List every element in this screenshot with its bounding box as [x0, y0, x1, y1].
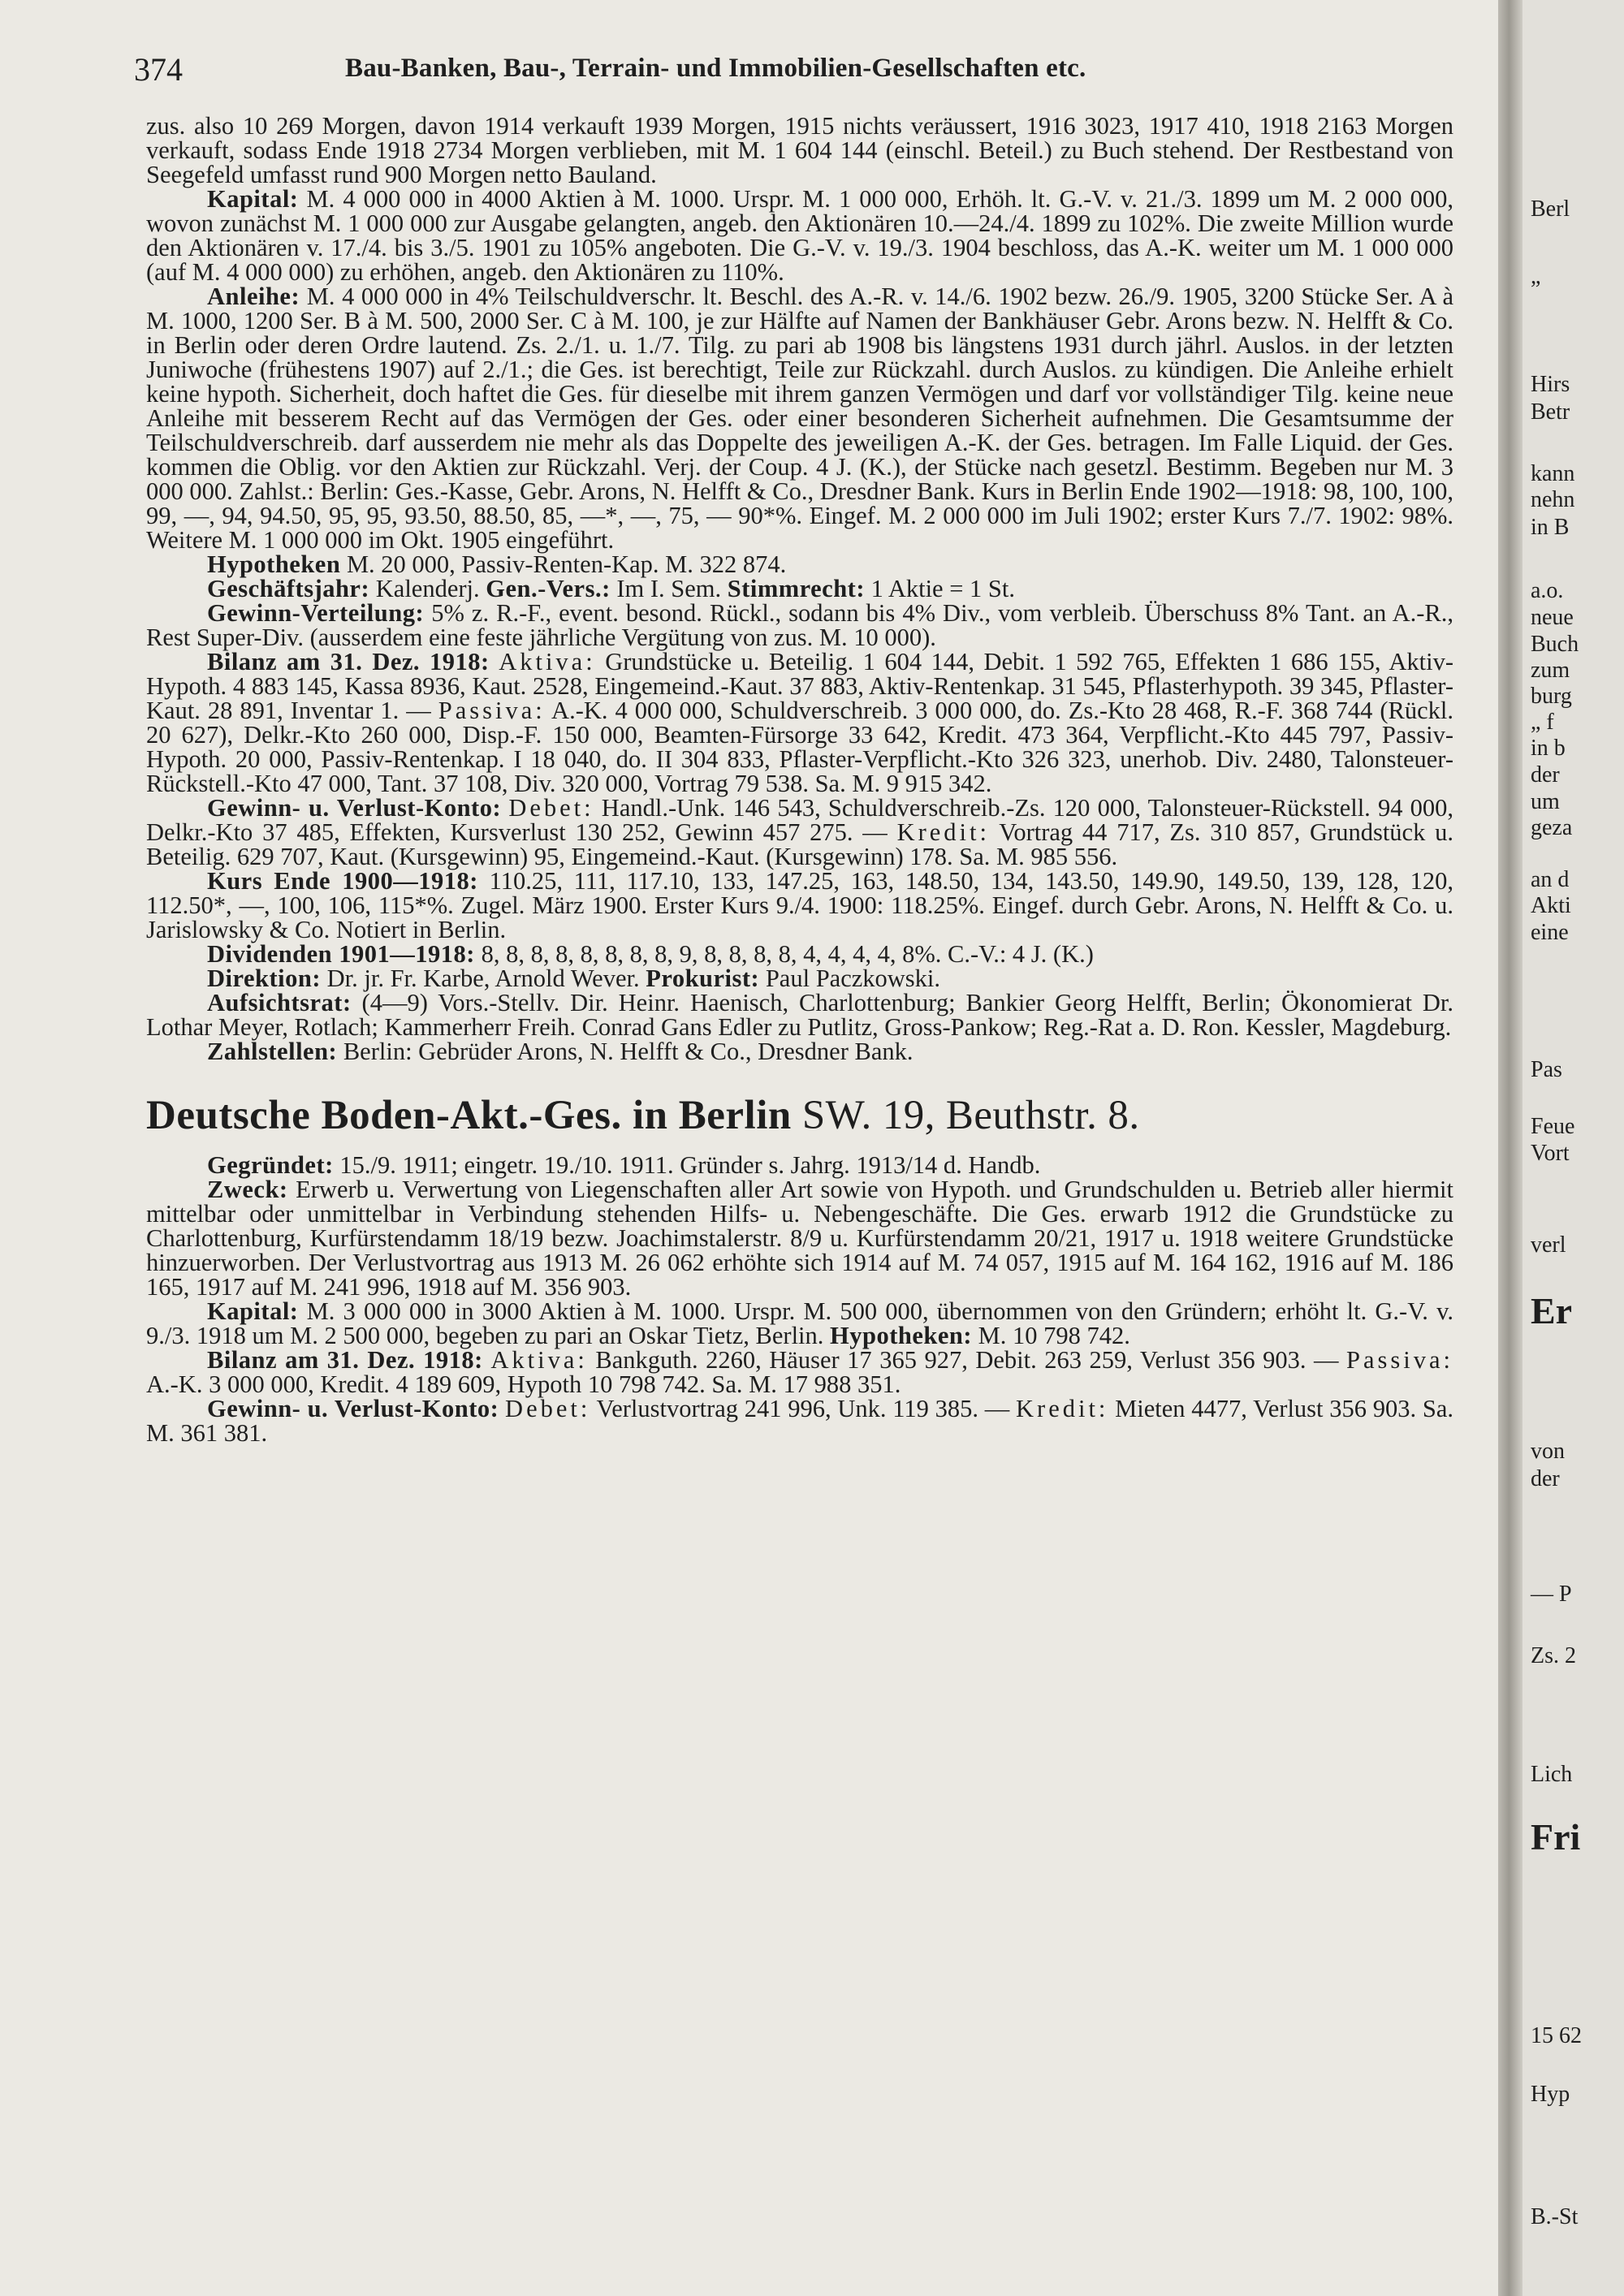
entry1-direktion-paragraph [146, 966, 1453, 990]
right-fragment: burg [1531, 684, 1572, 709]
right-fragment: neue [1531, 605, 1574, 630]
right-fragment: „ f [1531, 710, 1554, 735]
right-fragment: Hyp [1531, 2082, 1570, 2107]
right-fragment: Er [1531, 1290, 1573, 1331]
entry2-guv-paragraph [146, 1396, 1453, 1445]
right-fragment: Berl [1531, 196, 1570, 222]
entry2-kapital-label: Kapital: [207, 1297, 299, 1325]
right-fragment: — P [1531, 1582, 1572, 1607]
running-title: Bau-Banken, Bau-, Terrain- und Immobilien-Gesellschaften etc. [345, 54, 1086, 83]
right-fragment: verl [1531, 1232, 1566, 1258]
entry1-geschaeftsjahr-paragraph [146, 576, 1453, 601]
entry1-intro-paragraph [146, 114, 1453, 187]
entry1-guv-paragraph [146, 796, 1453, 869]
entry1-zahlstellen-label: Zahlstellen: [207, 1038, 338, 1065]
entry1-direktion-label: Direktion: [207, 965, 321, 992]
right-fragment: in b [1531, 736, 1566, 761]
entry1-anleihe-label: Anleihe: [207, 283, 300, 310]
right-fragment: nehn [1531, 487, 1575, 512]
right-fragment: Lich [1531, 1762, 1573, 1787]
book-gutter [1498, 0, 1522, 2296]
entry2-bilanz-passiva: A.-K. 3 000 000, Kredit. 4 189 609, Hypoth 10 798 742. Sa. M. 17 988 351. [146, 1370, 901, 1398]
entry1-dividenden-text: 8, 8, 8, 8, 8, 8, 8, 8, 9, 8, 8, 8, 8, 4, 4, 4, 4, 8%. C.-V.: 4 J. (K.) [474, 940, 1094, 968]
entry1-guv-debet: Handl.-Unk. 146 543, Schuldverschreib.-Zs. 120 000, Talonsteuer-Rückstell. 94 000, Delkr.-Kto 37 485, Effekten, Kursverlust 130 252, Gewinn 457 275. — [146, 794, 1454, 846]
entry1-aufsichtsrat-text: (4—9) Vors.-Stellv. Dir. Heinr. Haenisch, Charlottenburg; Bankier Georg Helfft, Berlin; Ökonomierat Dr. Lothar Meyer, Rotlach; Kammerherr Freih. Conrad Gans Edler zu Putlitz, Gross-Pankow; Reg.-Rat a. D. Ron. Kessler, Magdeburg. [146, 989, 1453, 1041]
entry1-debet-word: Debet: [508, 794, 594, 822]
entry2-bilanz-paragraph [146, 1348, 1453, 1396]
entry1-zahlstellen-text: Berlin: Gebrüder Arons, N. Helfft & Co., Dresdner Bank. [337, 1038, 914, 1065]
entry2-debet-word: Debet: [505, 1395, 591, 1422]
entry1-geschaeftsjahr-text: Kalenderj. [369, 575, 486, 602]
right-fragment: „ [1531, 264, 1541, 289]
right-fragment: Vort [1531, 1141, 1570, 1166]
entry1-kredit-word: Kredit: [896, 818, 990, 846]
entry1-hypotheken-paragraph [146, 552, 1453, 576]
entry1-guv-kredit: Vortrag 44 717, Zs. 310 857, Grundstück u. Beteilig. 629 707, Kaut. (Kursgewinn) 95, Eingemeind.-Kaut. (Kursgewinn) 178. Sa. M. 985 556. [146, 818, 1453, 870]
right-fragment: um [1531, 789, 1560, 814]
right-fragment: in B [1531, 515, 1570, 540]
entry1-gewinn-text: 5% z. R.-F., event. besond. Rückl., sodann bis 4% Div., vom verbleib. Überschuss 8% Tant. an A.-R., Rest Super-Div. (ausserdem eine feste jährliche Vergütung von zus. M. 10 000). [146, 599, 1453, 651]
entry2-hypotheken-label: Hypotheken: [830, 1322, 972, 1349]
entry2-guv-debet: Verlustvortrag 241 996, Unk. 119 385. — [590, 1395, 1017, 1422]
entry1-bilanz-aktiva: Grundstücke u. Beteilig. 1 604 144, Debit. 1 592 765, Effekten 1 686 155, Aktiv-Hypoth. 4 883 145, Kassa 8936, Kaut. 2528, Eingemeind.-Kaut. 37 883, Aktiv-Rentenkap. 31 545, Pflasterhypoth. 39 345, Pflaster-Kaut. 28 891, Inventar 1. — [146, 648, 1453, 724]
page-body [146, 114, 1453, 1445]
entry1-direktion-text: Dr. jr. Fr. Karbe, Arnold Wever. [321, 965, 646, 992]
entry2-zweck-label: Zweck: [207, 1176, 288, 1203]
company-address: SW. 19, Beuthstr. 8. [791, 1093, 1140, 1138]
entry1-anleihe-paragraph [146, 284, 1453, 552]
company-name: Deutsche Boden-Akt.-Ges. in Berlin [146, 1093, 792, 1138]
right-fragment: an d [1531, 867, 1570, 892]
right-fragment: Buch [1531, 632, 1579, 657]
entry1-kurs-label: Kurs Ende 1900—1918: [207, 867, 478, 895]
entry1-kapital-text: M. 4 000 000 in 4000 Aktien à M. 1000. Urspr. M. 1 000 000, Erhöh. lt. G.-V. v. 21./3. 1899 um M. 2 000 000, wovon zunächst M. 1 000 000 zur Ausgabe gelangten, angeb. den Aktionären 10.—24./4. 1899 zu 102%. Die zweite Million wurde den Aktionären v. 17./4. bis 3./5. 1901 zu 105% angeboten. Die G.-V. v. 19./3. 1904 beschloss, das A.-K. weiter um M. 1 000 000 (auf M. 4 000 000) zu erhöhen, angeb. den Aktionären zu 110%. [146, 185, 1453, 286]
right-fragment: Zs. 2 [1531, 1643, 1576, 1668]
entry2-hypotheken-text: M. 10 798 742. [972, 1322, 1130, 1349]
entry2-aktiva-word: Aktiva: [490, 1346, 588, 1374]
right-fragment: kann [1531, 461, 1575, 486]
right-fragment: 15 62 [1531, 2023, 1582, 2048]
entry1-hypotheken-label: Hypotheken [207, 550, 341, 578]
entry1-dividenden-label: Dividenden 1901—1918: [207, 940, 475, 968]
right-fragment: von [1531, 1439, 1565, 1464]
entry2-gegruendet-text: 15./9. 1911; eingetr. 19./10. 1911. Gründer s. Jahrg. 1913/14 d. Handb. [333, 1151, 1041, 1179]
entry2-guv-kredit: Mieten 4477, Verlust 356 903. Sa. M. 361 381. [146, 1395, 1454, 1447]
entry2-zweck-text: Erwerb u. Verwertung von Liegenschaften aller Art sowie von Hypoth. und Grundschulden u. Betrieb aller hiermit mittelbar oder unmittelbar in Verbindung stehenden Hilfs- u. Nebengeschäfte. Die Ges. erwarb 1912 die Grundstücke zu Charlottenburg, Kurfürstendamm 18/19 bezw. Joachimstalerstr. 8/9 u. Kurfürstendamm 20/21, 1917 u. 1918 weitere Grundstücke hinzuerworben. Der Verlustvortrag aus 1913 M. 26 062 erhöhte sich 1914 auf M. 74 057, 1915 auf M. 164 162, 1916 auf M. 186 165, 1917 auf M. 241 996, 1918 auf M. 356 903. [146, 1176, 1453, 1301]
right-fragment: der [1531, 762, 1560, 788]
entry2-kapital-paragraph [146, 1299, 1453, 1348]
entry1-geschaeftsjahr-label: Geschäftsjahr: [207, 575, 370, 602]
entry2-bilanz-aktiva: Bankguth. 2260, Häuser 17 365 927, Debit. 263 259, Verlust 356 903. — [587, 1346, 1347, 1374]
right-fragment: Hirs [1531, 372, 1570, 397]
entry2-guv-label: Gewinn- u. Verlust-Konto: [207, 1395, 499, 1422]
entry1-bilanz-paragraph [146, 650, 1453, 796]
right-fragment: Betr [1531, 399, 1570, 425]
entry1-gewinn-label: Gewinn-Verteilung: [207, 599, 425, 627]
right-fragment: Fri [1531, 1816, 1581, 1858]
entry1-anleihe-text: M. 4 000 000 in 4% Teilschuldverschr. lt. Beschl. des A.-R. v. 14./6. 1902 bezw. 26./9. 1905, 3200 Stücke Ser. A à M. 1000, 1200 Ser. B à M. 500, 2000 Ser. C à M. 100, je zur Hälfte auf Namen der Bankhäuser Gebr. Arons bezw. N. Helfft & Co. in Berlin oder deren Ordre lautend. Zs. 2./1. u. 1./7. Tilg. zu pari ab 1908 bis längstens 1931 durch jährl. Auslos. in der letzten Juniwoche (frühestens 1907) auf 2./1.; die Ges. ist berechtigt, Teile zur Rückzahl. durch Auslos. zu kündigen. Die Anleihe erhielt keine hypoth. Sicherheit, doch haftet die Ges. für dieselbe mit ihrem ganzen Vermögen und darf vor vollständiger Tilg. keine neue Anleihe mit besserem Recht auf das Vermögen der Ges. oder einer besonderen Sicherheit aufnehmen. Die Gesamtsumme der Teilschuldverschreib. darf ausserdem nie mehr als das Doppelte des jeweiligen A.-K. der Ges. betragen. Im Falle Liquid. der Ges. kommen die Oblig. vor den Aktien zur Rückzahl. Verj. der Coup. 4 J. (K.), der Stücke nach gesetzl. Bestimm. Begeben nur M. 3 000 000. Zahlst.: Berlin: Ges.-Kasse, Gebr. Arons, N. Helfft & Co., Dresdner Bank. Kurs in Berlin Ende 1902—1918: 98, 100, 100, 99, —, 94, 94.50, 95, 95, 93.50, 88.50, 85, —*, —, 75, — 90*%. Eingef. M. 2 000 000 im Juli 1902; erster Kurs 7./7. 1902: 98%. Weitere M. 1 000 000 im Okt. 1905 eingeführt. [146, 283, 1453, 554]
entry1-bilanz-passiva: A.-K. 4 000 000, Schuldverschreib. 3 000 000, do. Zs.-Kto 28 468, R.-F. 368 744 (Rückl. 20 627), Delkr.-Kto 260 000, Disp.-F. 150 000, Beamten-Fürsorge 33 642, Kredit. 473 364, Verpflicht.-Kto 445 797, Passiv-Hypoth. 20 000, Passiv-Rentenkap. I 18 040, do. II 304 833, Pflaster-Verpflicht.-Kto 326 323, unerhob. Div. 2480, Talonsteuer-Rückstell.-Kto 47 000, Tant. 37 108, Div. 320 000, Vortrag 79 538. Sa. M. 9 915 342. [146, 697, 1453, 797]
entry2-bilanz-label: Bilanz am 31. Dez. 1918: [207, 1346, 483, 1374]
right-fragment: Feue [1531, 1114, 1575, 1139]
entry1-passiva-word: Passiva: [438, 697, 546, 724]
entry2-gegruendet-paragraph [146, 1153, 1453, 1177]
right-fragment: zum [1531, 658, 1570, 683]
entry2-gegruendet-label: Gegründet: [207, 1151, 334, 1179]
entry1-guv-label: Gewinn- u. Verlust-Konto: [207, 794, 502, 822]
right-fragment: eine [1531, 920, 1569, 945]
right-fragment: Pas [1531, 1057, 1562, 1082]
entry1-zahlstellen-paragraph [146, 1039, 1453, 1064]
entry1-stimmrecht-label: Stimmrecht: [727, 575, 865, 602]
entry1-prokurist-label: Prokurist: [646, 965, 760, 992]
entry1-kurs-paragraph [146, 869, 1453, 942]
entry1-kurs-text: 110.25, 111, 117.10, 133, 147.25, 163, 148.50, 134, 143.50, 149.90, 149.50, 139, 128, 120, 112.50*, —, 100, 106, 115*%. Zugel. März 1900. Erster Kurs 9./4. 1900: 118.25%. Eingef. durch Gebr. Arons, N. Helfft & Co. u. Jarislowsky & Co. Notiert in Berlin. [146, 867, 1453, 943]
right-fragment: der [1531, 1466, 1560, 1491]
entry1-genvers-text: Im I. Sem. [610, 575, 728, 602]
entry1-aufsichtsrat-label: Aufsichtsrat: [207, 989, 352, 1016]
entry1-kapital-paragraph [146, 187, 1453, 284]
entry2-kapital-text: M. 3 000 000 in 3000 Aktien à M. 1000. Urspr. M. 500 000, übernommen von den Gründern; erhöht lt. G.-V. v. 9./3. 1918 um M. 2 500 000, begeben zu pari an Oskar Tietz, Berlin. [146, 1297, 1453, 1349]
entry1-stimmrecht-text: 1 Aktie = 1 St. [865, 575, 1015, 602]
right-page-edge [1522, 0, 1624, 2296]
company-heading [146, 1090, 1453, 1142]
right-fragment: B.-St [1531, 2204, 1579, 2229]
right-fragment: a.o. [1531, 578, 1564, 603]
entry1-aktiva-word: Aktiva: [499, 648, 596, 675]
entry2-kredit-word: Kredit: [1016, 1395, 1109, 1422]
page-number: 374 [134, 51, 183, 88]
entry1-aufsichtsrat-paragraph [146, 990, 1453, 1039]
entry1-intro: zus. also 10 269 Morgen, davon 1914 verkauft 1939 Morgen, 1915 nichts veräussert, 1916 3023, 1917 410, 1918 2163 Morgen verkauft, sodass Ende 1918 2734 Morgen verblieben, mit M. 1 604 144 (einschl. Beteil.) zu Buch stehend. Der Restbestand von Seegefeld umfasst rund 900 Morgen netto Bauland. [146, 112, 1453, 188]
entry1-kapital-label: Kapital: [207, 185, 299, 213]
entry1-prokurist-text: Paul Paczkowski. [759, 965, 941, 992]
entry1-hypotheken-text: M. 20 000, Passiv-Renten-Kap. M. 322 874. [340, 550, 787, 578]
entry1-bilanz-label: Bilanz am 31. Dez. 1918: [207, 648, 490, 675]
right-fragment: Akti [1531, 893, 1571, 918]
page-header [134, 50, 1453, 91]
entry1-genvers-label: Gen.-Vers.: [486, 575, 611, 602]
right-fragment: geza [1531, 815, 1573, 840]
entry1-gewinn-paragraph [146, 601, 1453, 650]
entry2-passiva-word: Passiva: [1346, 1346, 1453, 1374]
entry1-dividenden-paragraph [146, 942, 1453, 966]
entry2-zweck-paragraph [146, 1177, 1453, 1299]
